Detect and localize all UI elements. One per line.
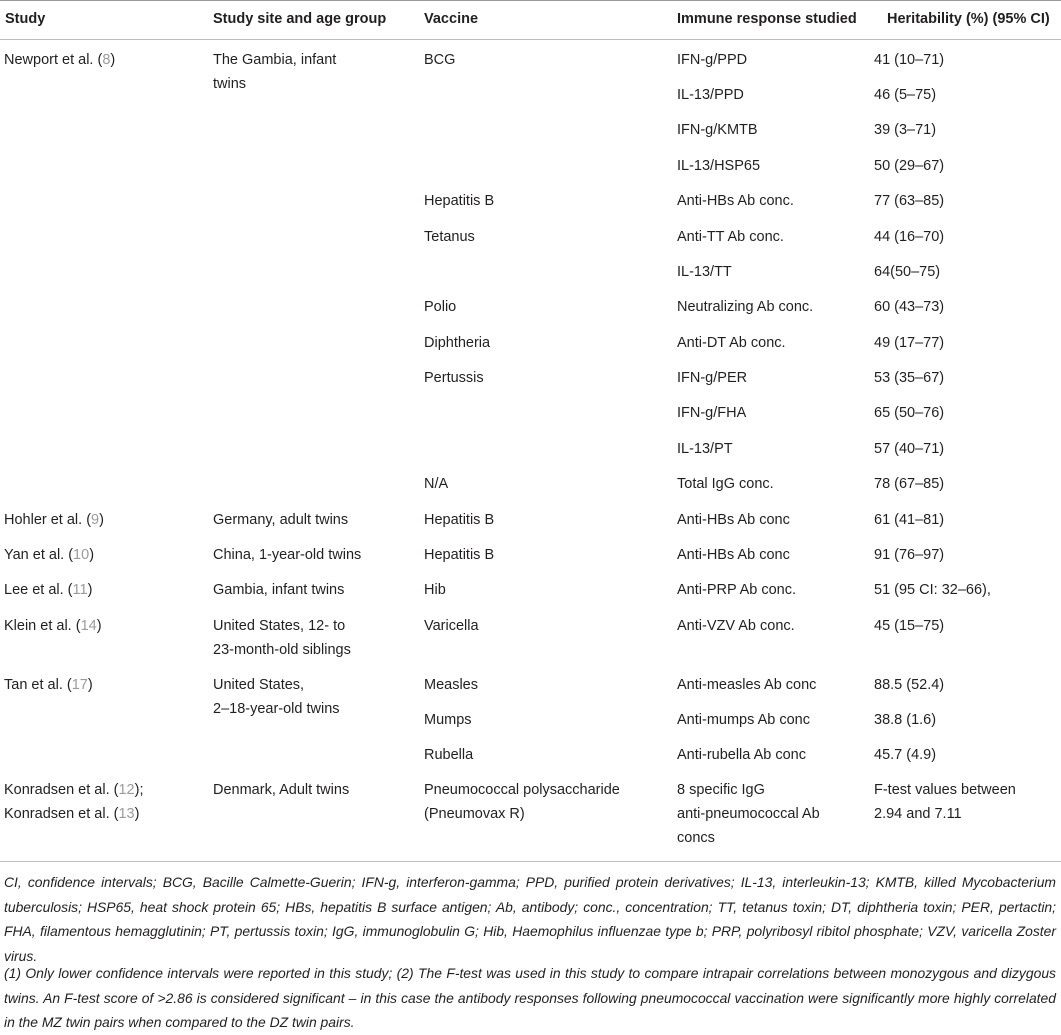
heritability-cell-text: 65 (50–76): [874, 405, 945, 421]
site-cell: [213, 778, 349, 802]
response-cell: [677, 295, 813, 319]
response-cell-text: concs: [677, 830, 715, 846]
vaccine-cell: [424, 543, 494, 567]
vaccine-cell-text: Hepatitis B: [424, 193, 495, 209]
heritability-cell: [874, 401, 944, 425]
heritability-cell-text: 44 (16–70): [874, 229, 945, 245]
response-cell-text: IL-13/PPD: [677, 87, 744, 103]
vaccine-cell-text: BCG: [424, 52, 456, 68]
study-cell: [4, 543, 94, 567]
study-cell-text: ): [96, 618, 102, 634]
response-cell-text: IFN-g/PPD: [677, 52, 748, 68]
site-cell: [213, 48, 336, 72]
vaccine-cell-text: Hepatitis B: [424, 512, 495, 528]
heritability-cell-text: 2.94 and 7.11: [874, 806, 962, 822]
study-cell: [4, 802, 139, 826]
heritability-cell-text: 46 (5–75): [874, 87, 937, 103]
site-cell: [213, 508, 348, 532]
table-top-rule: [0, 0, 1061, 1]
heritability-cell: [874, 366, 944, 390]
header-study: Study: [5, 11, 46, 27]
study-cell-text: ): [89, 547, 95, 563]
response-cell: [677, 154, 760, 178]
response-cell: [677, 673, 816, 697]
vaccine-cell-text: Measles: [424, 677, 478, 693]
study-cell: [4, 614, 102, 638]
study-cell-text: Hohler et al. (: [4, 512, 92, 528]
response-cell: [677, 743, 806, 767]
heritability-cell: [874, 83, 936, 107]
heritability-cell: [874, 802, 962, 826]
vaccine-cell-text: Polio: [424, 299, 457, 315]
heritability-cell-text: 49 (17–77): [874, 335, 945, 351]
heritability-cell-text: 61 (41–81): [874, 512, 945, 528]
vaccine-cell: [424, 366, 484, 390]
reference-link[interactable]: 10: [73, 547, 90, 563]
vaccine-cell: [424, 802, 525, 826]
study-cell-text: ): [134, 806, 140, 822]
site-cell: [213, 72, 246, 96]
study-cell-text: Newport et al. (: [4, 52, 103, 68]
site-cell-text: Denmark, Adult twins: [213, 782, 350, 798]
response-cell: [677, 543, 790, 567]
vaccine-cell: [424, 189, 494, 213]
site-cell-text: China, 1-year-old twins: [213, 547, 362, 563]
study-cell-text: ): [99, 512, 104, 528]
heritability-cell-text: 91 (76–97): [874, 547, 945, 563]
response-cell: [677, 778, 765, 802]
response-cell-text: Total IgG conc.: [677, 476, 774, 492]
response-cell: [677, 225, 784, 249]
heritability-cell: [874, 472, 944, 496]
response-cell: [677, 708, 810, 732]
response-cell: [677, 331, 786, 355]
reference-link[interactable]: 14: [80, 618, 97, 634]
vaccine-cell: [424, 578, 446, 602]
heritability-cell-text: 78 (67–85): [874, 476, 945, 492]
heritability-cell-text: 53 (35–67): [874, 370, 945, 386]
vaccine-cell: [424, 708, 472, 732]
site-cell-text: United States, 12- to: [213, 618, 346, 634]
study-cell: [4, 48, 115, 72]
response-cell: [677, 118, 758, 142]
reference-link[interactable]: 9: [91, 512, 100, 528]
response-cell: [677, 437, 733, 461]
header-vaccine: Vaccine: [424, 11, 479, 27]
study-cell: [4, 778, 143, 802]
response-cell-text: Anti-rubella Ab conc: [677, 747, 806, 763]
response-cell-text: IL-13/TT: [677, 264, 732, 280]
heritability-cell-text: 60 (43–73): [874, 299, 945, 315]
footnote-notes: (1) Only lower confidence intervals were reported in this study; (2) The F-test was used in this study to compare intrapair correlations between monozygous and dizygous twins. An F-test score of >2.86 is considered significant – in this case the antibody responses following pneumococcal vaccination were significantly more highly correlated in the MZ twin pairs when compared to the DZ twin pairs.: [4, 965, 1056, 1030]
reference-link[interactable]: 12: [118, 782, 135, 798]
response-cell: [677, 48, 747, 72]
vaccine-cell: [424, 508, 494, 532]
heritability-cell-text: 39 (3–71): [874, 122, 937, 138]
vaccine-cell-text: Tetanus: [424, 229, 475, 245]
heritability-cell: [874, 708, 936, 732]
vaccine-cell: [424, 295, 456, 319]
heritability-cell: [874, 189, 944, 213]
site-cell-text: Germany, adult twins: [213, 512, 349, 528]
header-heritability: Heritability (%) (95% CI): [887, 11, 1050, 27]
vaccine-cell: [424, 778, 620, 802]
study-cell-text: Yan et al. (: [4, 547, 74, 563]
heritability-cell: [874, 437, 944, 461]
response-cell: [677, 578, 796, 602]
vaccine-cell-text: Rubella: [424, 747, 474, 763]
response-cell: [677, 508, 790, 532]
vaccine-cell-text: Mumps: [424, 712, 472, 728]
response-cell-text: IL-13/PT: [677, 441, 733, 457]
study-cell: [4, 578, 92, 602]
heritability-cell: [874, 118, 936, 142]
vaccine-cell-text: Pneumococcal polysaccharide: [424, 782, 620, 798]
heritability-cell: [874, 260, 940, 284]
response-cell-text: IFN-g/PER: [677, 370, 748, 386]
vaccine-cell-text: N/A: [424, 476, 449, 492]
study-cell-text: Lee et al. (: [4, 582, 73, 598]
heritability-cell-text: 50 (29–67): [874, 158, 945, 174]
response-cell: [677, 260, 732, 284]
site-cell: [213, 638, 351, 662]
response-cell: [677, 83, 744, 107]
heritability-cell: [874, 778, 1016, 802]
response-cell-text: Anti-mumps Ab conc: [677, 712, 810, 728]
response-cell-text: 8 specific IgG: [677, 782, 765, 798]
header-site: Study site and age group: [213, 11, 387, 27]
heritability-cell: [874, 543, 944, 567]
site-cell: [213, 543, 361, 567]
site-cell-text: United States,: [213, 677, 305, 693]
study-cell-text: ): [87, 677, 93, 693]
reference-link[interactable]: 11: [72, 582, 88, 598]
study-cell-text: Tan et al. (: [4, 677, 72, 693]
response-cell: [677, 366, 747, 390]
heritability-cell-text: 64(50–75): [874, 264, 941, 280]
study-cell: [4, 508, 104, 532]
vaccine-cell: [424, 614, 479, 638]
vaccine-cell: [424, 743, 473, 767]
site-cell-text: twins: [213, 76, 247, 92]
heritability-cell-text: F-test values between: [874, 782, 1016, 798]
header-response: Immune response studied: [677, 11, 857, 27]
site-cell-text: 2–18-year-old twins: [213, 701, 340, 717]
response-cell-text: Anti-measles Ab conc: [677, 677, 817, 693]
response-cell: [677, 401, 746, 425]
response-cell-text: Anti-PRP Ab conc.: [677, 582, 797, 598]
heritability-cell-text: 38.8 (1.6): [874, 712, 937, 728]
study-cell-text: Konradsen et al. (: [4, 782, 119, 798]
site-cell-text: 23-month-old siblings: [213, 642, 351, 658]
response-cell-text: Anti-DT Ab conc.: [677, 335, 786, 351]
response-cell-text: Anti-HBs Ab conc: [677, 512, 790, 528]
vaccine-cell: [424, 472, 448, 496]
response-cell-text: Anti-HBs Ab conc: [677, 547, 790, 563]
response-cell: [677, 472, 774, 496]
vaccine-cell-text: Varicella: [424, 618, 479, 634]
heritability-cell-text: 77 (63–85): [874, 193, 945, 209]
response-cell: [677, 614, 795, 638]
response-cell-text: Neutralizing Ab conc.: [677, 299, 814, 315]
header-rule: [0, 39, 1061, 40]
response-cell-text: Anti-HBs Ab conc.: [677, 193, 794, 209]
vaccine-cell: [424, 225, 475, 249]
study-cell-text: ): [110, 52, 116, 68]
reference-link[interactable]: 8: [102, 52, 111, 68]
heritability-cell: [874, 295, 944, 319]
heritability-cell-text: 45 (15–75): [874, 618, 945, 634]
vaccine-cell: [424, 48, 455, 72]
response-cell-text: IFN-g/FHA: [677, 405, 747, 421]
response-cell: [677, 802, 820, 826]
site-cell: [213, 697, 340, 721]
heritability-cell-text: 88.5 (52.4): [874, 677, 945, 693]
study-cell: [4, 673, 93, 697]
heritability-cell: [874, 743, 936, 767]
study-cell-text: Konradsen et al. (: [4, 806, 119, 822]
heritability-cell: [874, 331, 944, 355]
response-cell-text: Anti-TT Ab conc.: [677, 229, 784, 245]
response-cell-text: Anti-VZV Ab conc.: [677, 618, 795, 634]
table-bottom-rule: [0, 861, 1061, 862]
site-cell: [213, 673, 304, 697]
study-cell-text: Klein et al. (: [4, 618, 81, 634]
site-cell-text: The Gambia, infant: [213, 52, 337, 68]
heritability-cell: [874, 673, 944, 697]
response-cell-text: IFN-g/KMTB: [677, 122, 758, 138]
study-cell-text: ): [87, 582, 93, 598]
response-cell: [677, 826, 715, 850]
reference-link[interactable]: 13: [118, 806, 135, 822]
heritability-cell: [874, 225, 944, 249]
heritability-cell-text: 57 (40–71): [874, 441, 945, 457]
footnote-abbreviations: CI, confidence intervals; BCG, Bacille Calmette-Guerin; IFN-g, interferon-gamma; PPD, purified protein derivatives; IL-13, interleukin-13; KMTB, killed Mycobacterium tuberculosis; HSP65, heat shock protein 65; HBs, hepatitis B surface antigen; Ab, antibody; conc., concentration; TT, tetanus toxin; DT, diphtheria toxin; PER, pertactin; FHA, filamentous hemagglutinin; PT, pertussis toxin; IgG, immunoglobulin G; Hib, Haemophilus influenzae type b; PRP, polyribosyl ribitol phosphate; VZV, varicella Zoster virus.: [4, 874, 1056, 964]
response-cell-text: anti-pneumococcal Ab: [677, 806, 820, 822]
heritability-cell-text: 51 (95 CI: 32–66),: [874, 582, 991, 598]
heritability-cell: [874, 614, 944, 638]
site-cell: [213, 578, 344, 602]
heritability-cell: [874, 508, 944, 532]
site-cell: [213, 614, 345, 638]
vaccine-cell: [424, 331, 490, 355]
site-cell-text: Gambia, infant twins: [213, 582, 345, 598]
vaccine-cell-text: (Pneumovax R): [424, 806, 525, 822]
reference-link[interactable]: 17: [71, 677, 88, 693]
vaccine-cell: [424, 673, 478, 697]
vaccine-cell-text: Hib: [424, 582, 446, 598]
study-cell-text: );: [134, 782, 144, 798]
heritability-cell-text: 45.7 (4.9): [874, 747, 937, 763]
heritability-cell: [874, 48, 944, 72]
heritability-cell: [874, 154, 944, 178]
vaccine-cell-text: Diphtheria: [424, 335, 491, 351]
response-cell-text: IL-13/HSP65: [677, 158, 761, 174]
vaccine-cell-text: Pertussis: [424, 370, 484, 386]
response-cell: [677, 189, 794, 213]
heritability-cell: [874, 578, 991, 602]
vaccine-cell-text: Hepatitis B: [424, 547, 495, 563]
heritability-cell-text: 41 (10–71): [874, 52, 945, 68]
